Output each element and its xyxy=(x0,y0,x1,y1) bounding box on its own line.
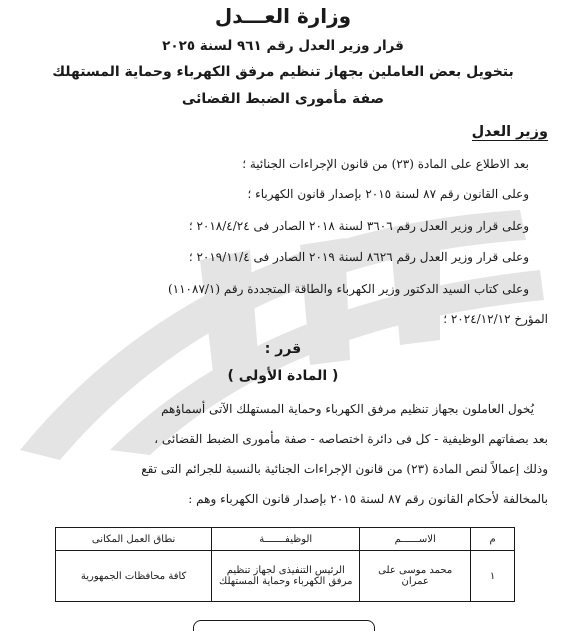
table-header-row xyxy=(56,528,515,551)
decree-subject-line-2: صفة مأمورى الضبط القضائى xyxy=(181,91,385,107)
job-cell: الرئيس التنفيذى لجهاز تنظيم مرفق الكهرباء وحماية المستهلك xyxy=(212,551,360,602)
column-header-job: الوظيفـــــــة xyxy=(212,528,360,551)
article-body-line: بعد بصفاتهم الوظيفية - كل فى دائرة اختصاصه - صفة مأمورى الضبط القضائى ، xyxy=(154,432,548,446)
article-body-line: بالمخالفة لأحكام القانون رقم ٨٧ لسنة ٢٠١٥ بإصدار قانون الكهرباء وهم : xyxy=(188,492,548,506)
decree-title: قرار وزير العدل رقم ٩٦١ لسنة ٢٠٢٥ xyxy=(162,38,404,54)
preamble-line: وعلى كتاب السيد الدكتور وزير الكهرباء والطاقة المتجددة رقم (١١٠٨٧/١) xyxy=(167,282,529,296)
preamble-line: وعلى قرار وزير العدل رقم ٣٦٠٦ لسنة ٢٠١٨ الصادر فى ٢٠١٨/٤/٢٤ ؛ xyxy=(188,219,529,233)
article-title: ( المادة الأولى ) xyxy=(227,368,339,384)
minister-heading: وزير العدل xyxy=(471,124,548,140)
preamble-line: المؤرخ ٢٠٢٤/١٢/١٢ ؛ xyxy=(443,312,548,326)
column-header-name: الاســــــم xyxy=(360,528,471,551)
article-body-line: يُخول العاملون بجهاز تنظيم مرفق الكهرباء وحماية المستهلك الآتى أسماؤهم xyxy=(161,402,534,416)
staff-table xyxy=(55,527,515,602)
preamble-line: بعد الاطلاع على المادة (٢٣) من قانون الإجراءات الجنائية ؛ xyxy=(242,157,529,171)
scope-cell: كافة محافظات الجمهورية xyxy=(56,551,212,602)
preamble-line: وعلى القانون رقم ٨٧ لسنة ٢٠١٥ بإصدار قانون الكهرباء ؛ xyxy=(247,187,529,201)
column-header-scope: نطاق العمل المكانى xyxy=(56,528,212,551)
page-footer-frame xyxy=(193,620,375,631)
name-cell: محمد موسى على عمران xyxy=(360,551,471,602)
preamble-line: وعلى قرار وزير العدل رقم ٨٦٢٦ لسنة ٢٠١٩ الصادر فى ٢٠١٩/١١/٤ ؛ xyxy=(188,250,529,264)
table-row xyxy=(56,551,515,602)
column-header-number: م xyxy=(471,528,515,551)
row-number-cell: ١ xyxy=(471,551,515,602)
decided-heading: قرر : xyxy=(264,341,302,357)
decree-subject-line-1: بتخويل بعض العاملين بجهاز تنظيم مرفق الكهرباء وحماية المستهلك xyxy=(52,64,514,80)
article-body-line: وذلك إعمالاً لنص المادة (٢٣) من قانون الإجراءات الجنائية بالنسبة للجرائم التى تقع xyxy=(141,462,548,476)
ministry-heading: وزارة العـــدل xyxy=(214,4,352,28)
